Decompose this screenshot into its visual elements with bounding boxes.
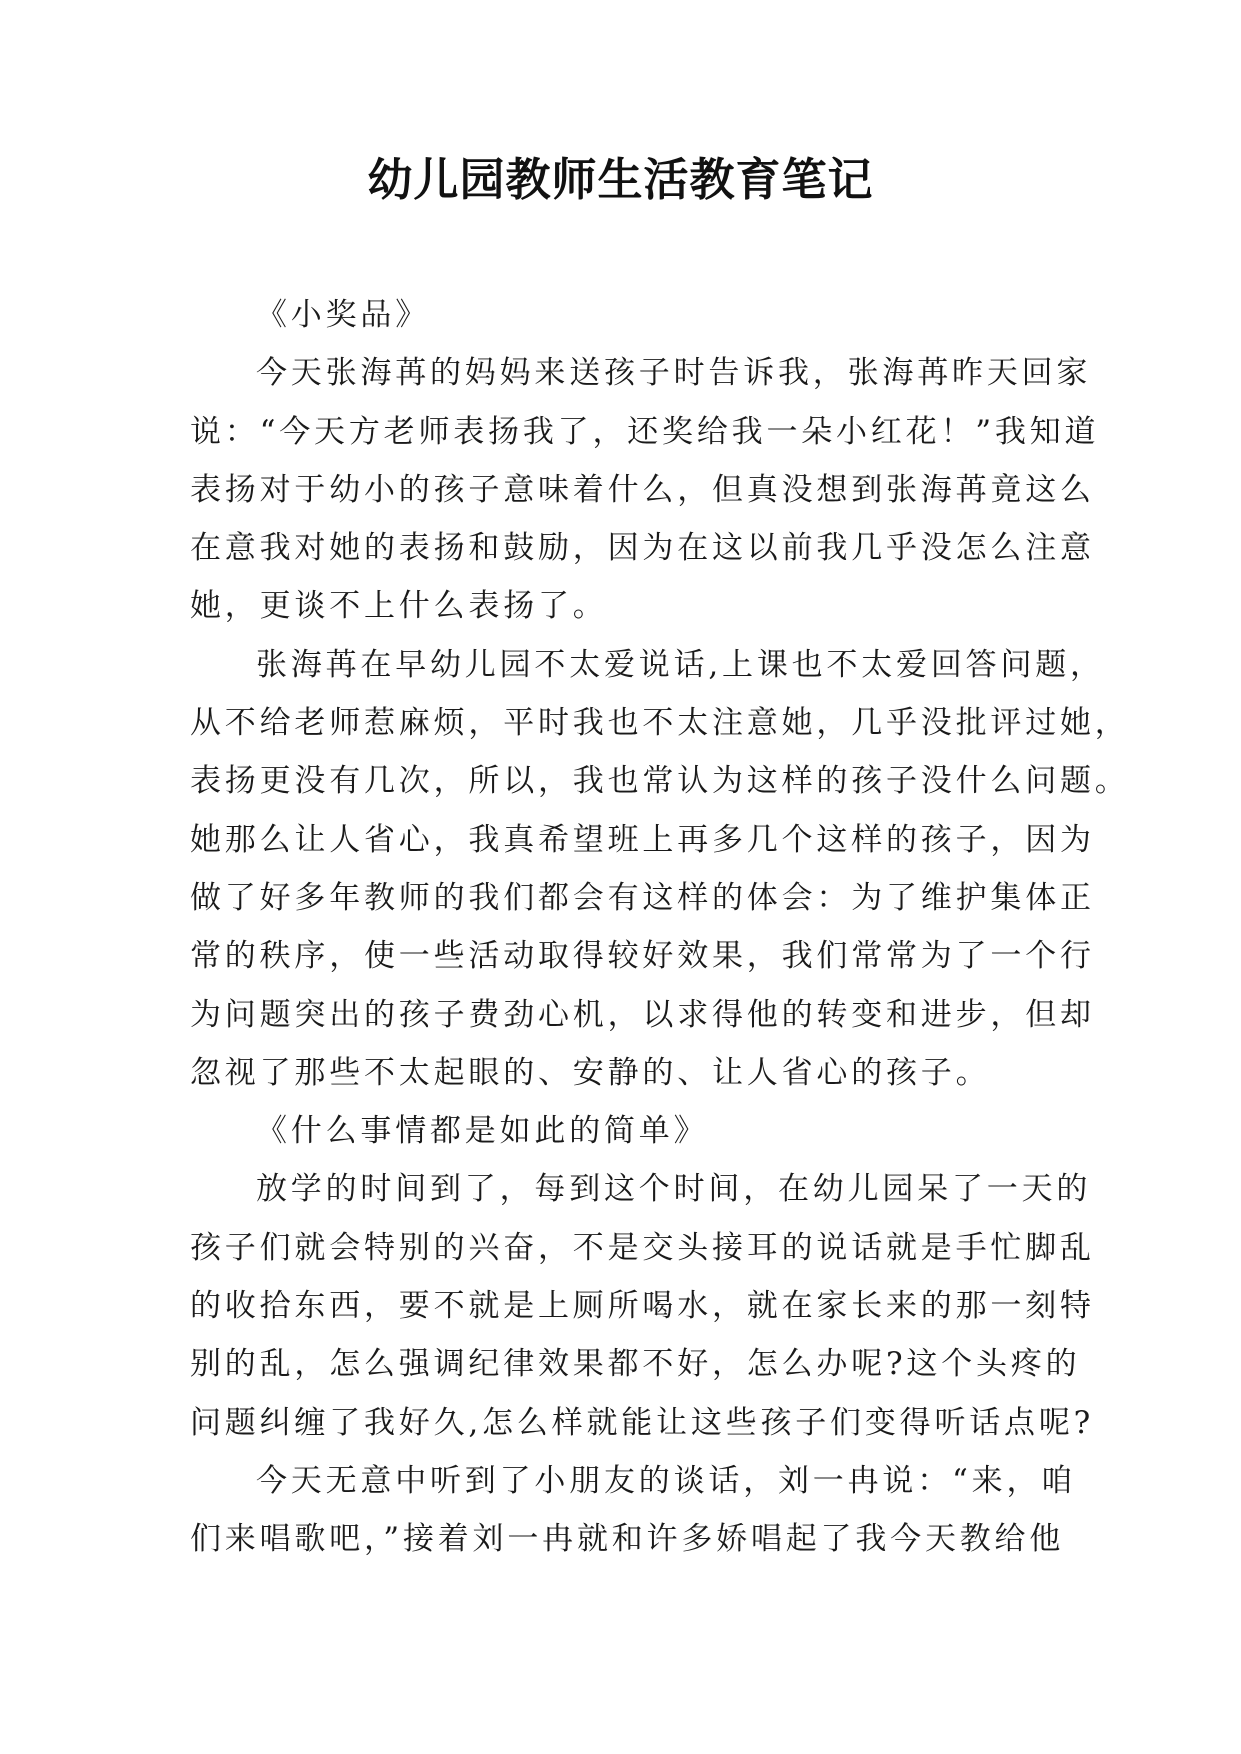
paragraph-line: 放学的时间到了，每到这个时间，在幼儿园呆了一天的 bbox=[256, 1171, 1092, 1208]
paragraph-line: 表扬更没有几次，所以，我也常认为这样的孩子没什么问题。 bbox=[190, 763, 1130, 800]
paragraph-line: 表扬对于幼小的孩子意味着什么，但真没想到张海苒竟这么 bbox=[190, 471, 1095, 508]
document-body bbox=[190, 286, 1130, 1569]
paragraph-line: 做了好多年教师的我们都会有这样的体会：为了维护集体正 bbox=[190, 879, 1095, 916]
section-heading-everything-simple: 《什么事情都是如此的简单》 bbox=[256, 1113, 709, 1150]
paragraph-line: 别的乱，怎么强调纪律效果都不好，怎么办呢?这个头疼的 bbox=[190, 1346, 1081, 1383]
paragraph-line: 常的秩序，使一些活动取得较好效果，我们常常为了一个行 bbox=[190, 938, 1095, 975]
paragraph-line: 孩子们就会特别的兴奋，不是交头接耳的说话就是手忙脚乱 bbox=[190, 1229, 1095, 1266]
section-heading-small-prize: 《小奖品》 bbox=[256, 297, 430, 333]
document-title: 幼儿园教师生活教育笔记 bbox=[367, 153, 874, 206]
paragraph-line: 们来唱歌吧，”接着刘一冉就和许多娇唱起了我今天教给他 bbox=[190, 1521, 1065, 1558]
paragraph-line: 忽视了那些不太起眼的、安静的、让人省心的孩子。 bbox=[190, 1054, 991, 1091]
paragraph-line: 张海苒在早幼儿园不太爱说话,上课也不太爱回答问题， bbox=[256, 646, 1105, 683]
paragraph-line: 问题纠缠了我好久,怎么样就能让这些孩子们变得听话点呢? bbox=[190, 1404, 1095, 1441]
paragraph-line: 的收拾东西，要不就是上厕所喝水，就在家长来的那一刻特 bbox=[190, 1288, 1095, 1325]
paragraph-line: 从不给老师惹麻烦，平时我也不太注意她，几乎没批评过她， bbox=[190, 705, 1130, 742]
paragraph-line: 说：“今天方老师表扬我了，还奖给我一朵小红花！”我知道 bbox=[190, 413, 1100, 450]
paragraph-line: 今天张海苒的妈妈来送孩子时告诉我，张海苒昨天回家 bbox=[256, 355, 1092, 392]
paragraph-line: 她那么让人省心，我真希望班上再多几个这样的孩子，因为 bbox=[190, 821, 1095, 858]
paragraph-line: 今天无意中听到了小朋友的谈话，刘一冉说：“来，咱 bbox=[256, 1462, 1077, 1499]
paragraph-line: 为问题突出的孩子费劲心机，以求得他的转变和进步，但却 bbox=[190, 996, 1095, 1033]
paragraph-line: 在意我对她的表扬和鼓励，因为在这以前我几乎没怎么注意 bbox=[190, 530, 1095, 567]
paragraph-line: 她，更谈不上什么表扬了。 bbox=[190, 588, 608, 625]
